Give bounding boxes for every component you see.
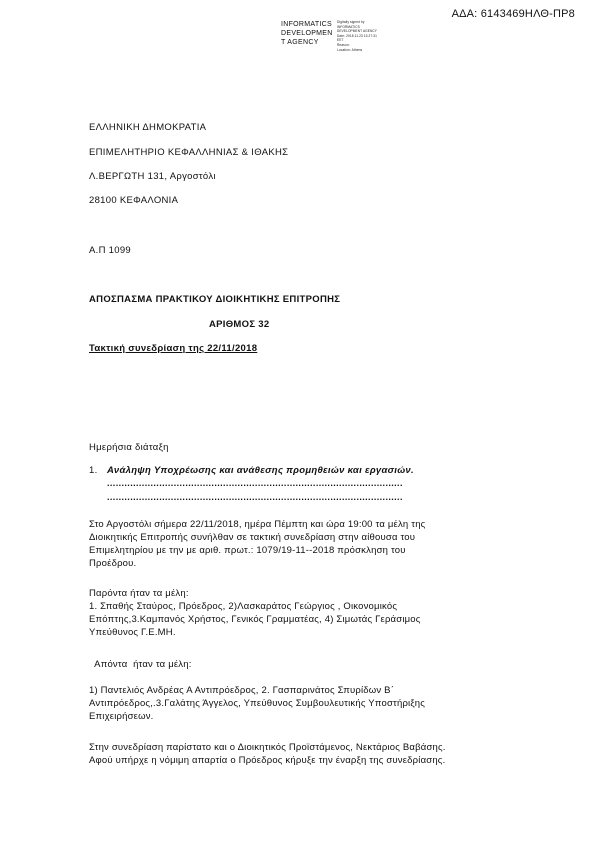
signature-line: Reason: [337, 42, 350, 47]
protocol-number: Α.Π 1099 [89, 245, 132, 256]
signature-line: Date: 2018.11.23 13:27:31 [337, 33, 378, 38]
agenda-label: Ημερήσια διάταξη [89, 442, 169, 453]
signature-line: DEVELOPMENT AGENCY [337, 29, 378, 34]
address-line: Λ.ΒΕΡΓΩΤΗ 131, Αργοστόλι [89, 171, 216, 182]
dotted-line: ...................................................................................................... [107, 478, 403, 488]
signature-line: Digitally signed by [337, 20, 365, 24]
paragraph-line: 1. Σπαθής Σταύρος, Πρόεδρος, 2)Λασκαράτος Γεώργιος , Οικονομικός [89, 601, 398, 612]
absent-members-label: Απόντα ήταν τα μέλη: [89, 659, 192, 670]
paragraph-line: Επιχειρήσεων. [89, 711, 154, 722]
chamber-heading: ΕΠΙΜΕΛΗΤΗΡΙΟ ΚΕΦΑΛΛΗΝΙΑΣ & ΙΘΑΚΗΣ [89, 147, 289, 158]
ada-code: ΑΔΑ: 6143469ΗΛΘ-ΠΡ8 [451, 8, 575, 20]
present-members-paragraph [89, 587, 507, 639]
signature-line: EET [337, 38, 344, 43]
minutes-number: ΑΡΙΘΜΟΣ 32 [209, 319, 270, 330]
dotted-line: ...................................................................................................... [107, 492, 403, 502]
logo-line: T AGENCY [281, 39, 319, 46]
paragraph-line: Αντιπρόεδρος,.3.Γαλάτης Άγγελος, Υπεύθυνος Συμβουλευτικής Υποστήριξης [89, 698, 426, 709]
agenda-item-text: Ανάληψη Υποχρέωσης και ανάθεσης προμηθειών και εργασιών. [107, 465, 414, 476]
logo-line: INFORMATICS [281, 21, 333, 28]
logo-line: DEVELOPMEN [281, 30, 333, 37]
signature-line: INFORMATICS [337, 24, 360, 29]
paragraph-line: Προέδρου. [89, 558, 137, 569]
paragraph-line: Στο Αργοστόλι σήμερα 22/11/2018, ημέρα Πέμπτη και ώρα 19:00 τα μέλη της [89, 519, 426, 530]
signature-line: Location: Athens [337, 47, 363, 52]
paragraph-line: 1) Παντελιός Ανδρέας Α Αντιπρόεδρος, 2. Γασπαρινάτος Σπυρίδων Β΄ [89, 685, 395, 696]
paragraph-line: Επόπτης,3.Καμπανός Χρήστος, Γενικός Γραμματέας, 4) Σιμωτάς Γεράσιμος [89, 614, 421, 625]
postal-line: 28100 ΚΕΦΑΛΟΝΙΑ [89, 195, 179, 206]
paragraph-line: Αφού υπήρχε η νόμιμη απαρτία ο Πρόεδρος κήρυξε την έναρξη της συνεδρίασης. [89, 755, 446, 766]
agenda-item-number: 1. [89, 465, 98, 476]
paragraph-line: Επιμελητηρίου με την με αριθ. πρωτ.: 1079/19-11--2018 πρόσκληση του [89, 545, 406, 556]
document-title: ΑΠΟΣΠΑΣΜΑ ΠΡΑΚΤΙΚΟΥ ΔΙΟΙΚΗΤΙΚΗΣ ΕΠΙΤΡΟΠΗΣ [89, 294, 341, 305]
absent-members-paragraph [89, 684, 507, 723]
closing-paragraph [89, 741, 507, 767]
paragraph-line: Διοικητικής Επιτροπής συνήλθαν σε τακτική συνεδρίαση στην αίθουσα του [89, 532, 416, 543]
paragraph-line: Παρόντα ήταν τα μέλη: [89, 588, 189, 599]
paragraph-line: Υπεύθυνος Γ.Ε.ΜΗ. [89, 627, 176, 638]
country-heading: ΕΛΛΗΝΙΚΗ ΔΗΜΟΚΡΑΤΙΑ [89, 122, 207, 133]
intro-paragraph [89, 518, 507, 570]
signature-logo-text [281, 20, 333, 47]
session-title: Τακτική συνεδρίαση της 22/11/2018 [89, 343, 258, 354]
digital-signature-details [337, 20, 377, 52]
paragraph-line: Στην συνεδρίαση παρίστατο και ο Διοικητικός Προϊστάμενος, Νεκτάριος Βαβάσης. [89, 742, 446, 753]
